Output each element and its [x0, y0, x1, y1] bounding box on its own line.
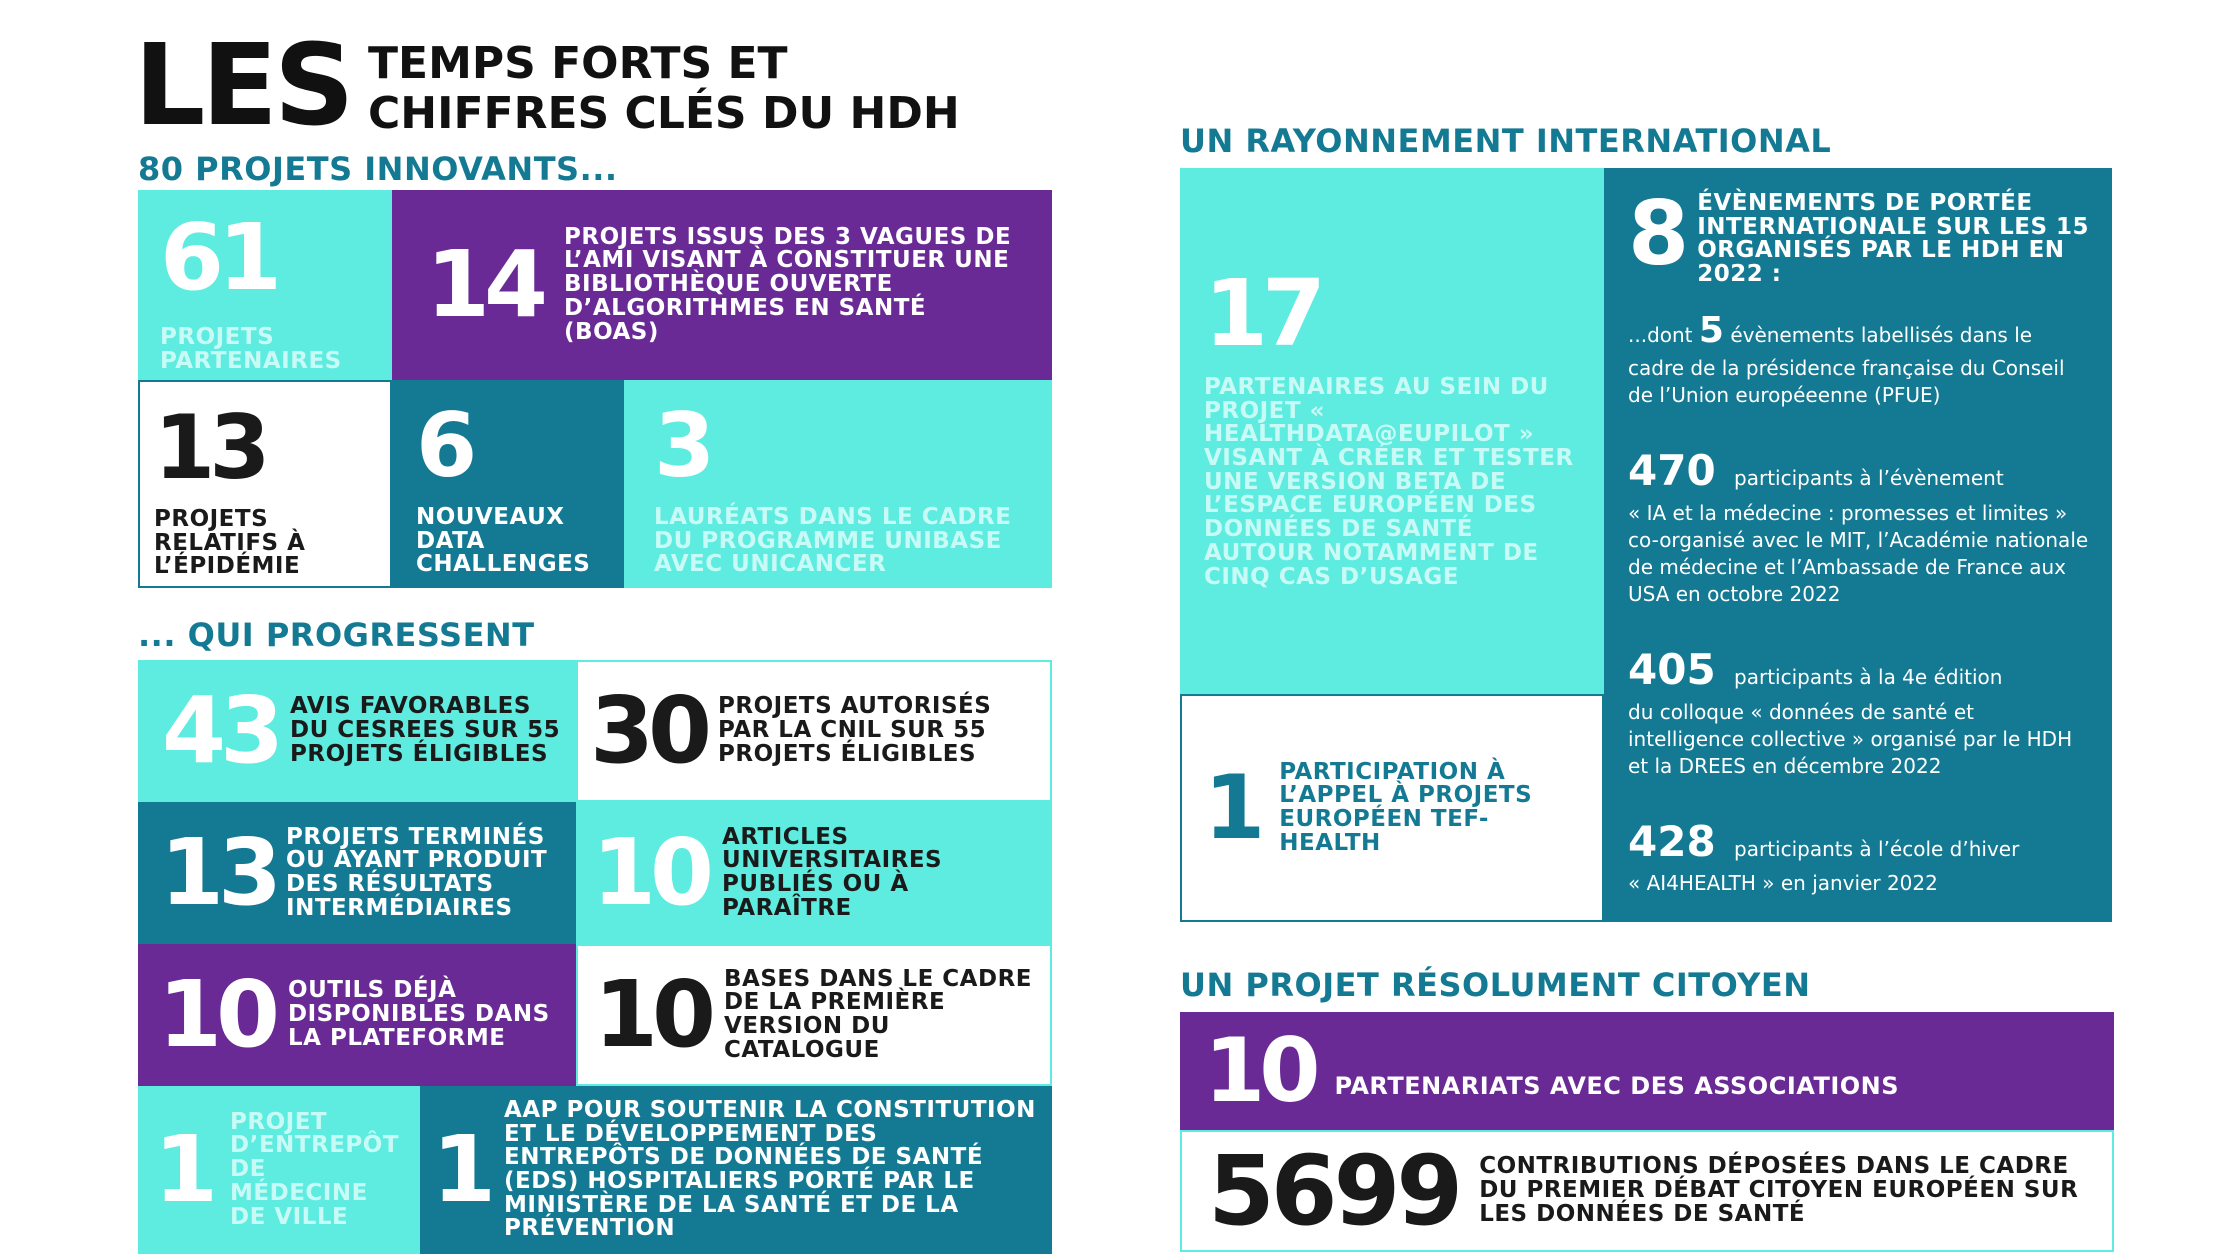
tile-outils-label: OUTILS DÉJÀ DISPONIBLES DANS LA PLATEFORME	[288, 977, 550, 1051]
header-line2: CHIFFRES CLÉS DU HDH	[368, 88, 960, 139]
tile-boas-label: PROJETS ISSUS DES 3 VAGUES DE L’AMI VISANT À CONSTITUER UNE BIBLIOTHÈQUE OUVERTE D’ALGORITHMES EN SANTÉ (BOAS)	[564, 223, 1012, 345]
tile-contributions	[1180, 1130, 2114, 1252]
stat-text-first: participants à l’école d’hiver	[1734, 836, 2020, 861]
tile-partenaires	[138, 190, 392, 380]
tile-epidemie	[138, 380, 392, 588]
tile-bases-label: BASES DANS LE CADRE DE LA PREMIÈRE VERSION DU CATALOGUE	[724, 965, 1032, 1063]
tile-cesrees-number: 43	[162, 677, 279, 784]
tile-bases	[576, 944, 1052, 1086]
stat-number: 470	[1628, 446, 1716, 496]
tile-epidemie-label: PROJETS RELATIFS À L’ÉPIDÉMIE	[154, 506, 306, 580]
tile-articles-number: 10	[592, 819, 709, 926]
events-dont-number: 5	[1698, 309, 1724, 351]
stat-text-rest: « IA et la médecine : promesses et limites » co-organisé avec le MIT, l’Académie nationale de médecine et l’Ambassade de France aux USA en octobre 2022	[1628, 501, 2089, 607]
stat-item	[1628, 814, 2090, 898]
tile-tef	[1180, 694, 1604, 922]
stat-number: 405	[1628, 645, 1716, 695]
tile-cnil	[576, 660, 1052, 802]
tile-associations-number: 10	[1204, 1019, 1315, 1122]
tile-termines	[138, 802, 576, 944]
tile-associations-label: PARTENARIATS AVEC DES ASSOCIATIONS	[1334, 1071, 1900, 1100]
section-title-citoyen: UN PROJET RÉSOLUMENT CITOYEN	[1180, 966, 1811, 1004]
tile-boas	[392, 190, 1052, 380]
tile-tef-number: 1	[1204, 756, 1260, 859]
header-line1: TEMPS FORTS ET	[368, 38, 788, 89]
section-title-progressent: ... QUI PROGRESSENT	[138, 616, 535, 654]
tile-eupilot-label: PARTENAIRES AU SEIN DU PROJET « HEALTHDATA@EUPILOT » VISANT À CRÉER ET TESTER UNE VERSION BETA DE L’ESPACE EUROPÉEN DES DONNÉES DE SANTÉ AUTOUR NOTAMMENT DE CINQ CAS D’USAGE	[1204, 374, 1574, 590]
tile-challenges-label: NOUVEAUX DATA CHALLENGES	[416, 504, 591, 578]
tile-tef-label: PARTICIPATION À L’APPEL À PROJETS EUROPÉEN TEF-HEALTH	[1279, 758, 1533, 856]
events-label: ÉVÈNEMENTS DE PORTÉE INTERNATIONALE SUR LES 15 ORGANISÉS PAR LE HDH EN 2022 :	[1697, 190, 2090, 288]
tile-contributions-label: CONTRIBUTIONS DÉPOSÉES DANS LE CADRE DU PREMIER DÉBAT CITOYEN EUROPÉEN SUR LES DONNÉES DE SANTÉ	[1479, 1153, 2079, 1227]
stat-number: 428	[1628, 816, 1716, 866]
tile-cesrees-label: AVIS FAVORABLES DU CESREES SUR 55 PROJETS ÉLIGIBLES	[290, 693, 561, 767]
stat-item	[1628, 443, 2090, 608]
events-dont	[1628, 307, 2090, 410]
section-title-international: UN RAYONNEMENT INTERNATIONAL	[1180, 122, 1832, 160]
stat-text-first: participants à l’évènement	[1734, 466, 2004, 491]
tile-contributions-number: 5699	[1208, 1135, 1460, 1247]
tile-termines-number: 13	[160, 819, 277, 926]
events-dont-text: évènements labellisés dans le cadre de la présidence française du Conseil de l’Union européeenne (PFUE)	[1628, 322, 2065, 408]
tile-challenges-number: 6	[416, 394, 472, 497]
tile-partenaires-label: PROJETS PARTENAIRES	[160, 324, 342, 374]
tile-articles-label: ARTICLES UNIVERSITAIRES PUBLIÉS OU À PARAÎTRE	[722, 823, 943, 921]
events-dont-prefix: ...dont	[1628, 322, 1693, 347]
tile-entrepot-label: PROJET D’ENTREPÔT DE MÉDECINE DE VILLE	[230, 1108, 400, 1230]
tile-cnil-number: 30	[590, 677, 707, 784]
tile-associations	[1180, 1012, 2114, 1130]
tile-outils-number: 10	[158, 961, 275, 1068]
tile-aap	[420, 1086, 1052, 1254]
header-les: LES	[134, 21, 351, 151]
tile-unicancer-number: 3	[654, 394, 710, 497]
tile-bases-number: 10	[594, 961, 711, 1068]
section-title-projets: 80 PROJETS INNOVANTS...	[138, 150, 618, 188]
tile-boas-number: 14	[426, 231, 543, 338]
tile-eupilot	[1180, 168, 1604, 694]
tile-outils	[138, 944, 576, 1086]
tile-challenges	[392, 380, 624, 588]
stat-text-rest: du colloque « données de santé et intelligence collective » organisé par le HDH et la DREES en décembre 2022	[1628, 699, 2073, 778]
events-header	[1628, 182, 2090, 288]
tile-cesrees	[138, 660, 576, 802]
tile-aap-label: AAP POUR SOUTENIR LA CONSTITUTION ET LE DÉVELOPPEMENT DES ENTREPÔTS DE DONNÉES DE SANTÉ (EDS) HOSPITALIERS PORTÉ PAR LE MINISTÈRE DE LA SANTÉ ET DE LA PRÉVENTION	[504, 1096, 1036, 1242]
tile-entrepot-number: 1	[154, 1116, 213, 1223]
tile-entrepot	[138, 1086, 420, 1254]
tile-eupilot-number: 17	[1204, 260, 1321, 367]
stat-text-first: participants à la 4e édition	[1734, 665, 2003, 690]
tile-epidemie-number: 13	[154, 396, 265, 499]
tile-articles	[576, 802, 1052, 944]
tile-unicancer	[624, 380, 1052, 588]
tile-unicancer-label: LAURÉATS DANS LE CADRE DU PROGRAMME UNIBASE AVEC UNICANCER	[654, 504, 1012, 578]
events-number: 8	[1628, 182, 1684, 285]
tile-cnil-label: PROJETS AUTORISÉS PAR LA CNIL SUR 55 PROJETS ÉLIGIBLES	[718, 693, 992, 767]
stat-text-rest: « AI4HEALTH » en janvier 2022	[1628, 871, 1938, 896]
tile-termines-label: PROJETS TERMINÉS OU AYANT PRODUIT DES RÉSULTATS INTERMÉDIAIRES	[286, 823, 548, 921]
stat-item	[1628, 642, 2090, 780]
header	[134, 21, 960, 151]
tile-events	[1604, 168, 2112, 922]
tile-partenaires-number: 61	[160, 204, 277, 311]
tile-aap-number: 1	[432, 1116, 491, 1223]
